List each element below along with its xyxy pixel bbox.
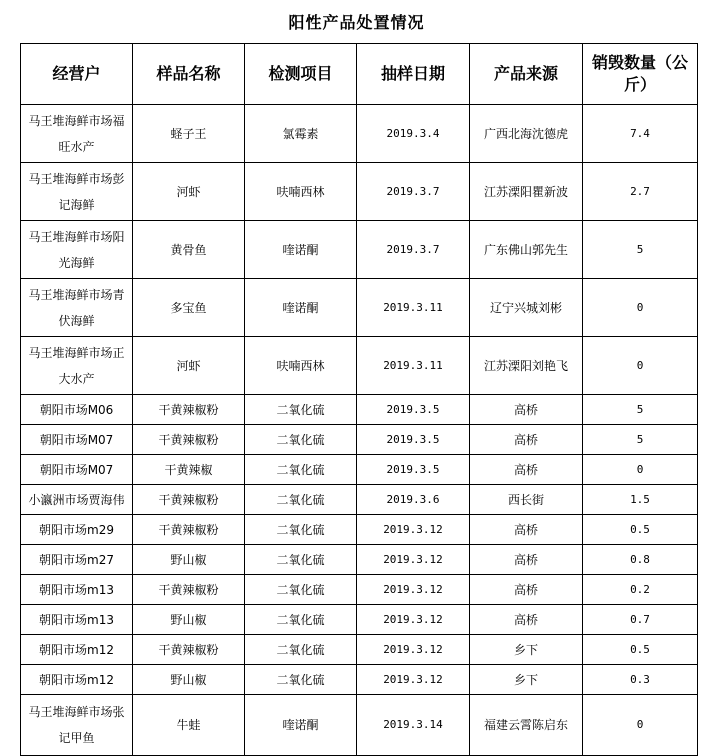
cell-test-item: 二氧化硫 — [245, 575, 357, 605]
table-row — [21, 163, 698, 221]
cell-test-item: 二氧化硫 — [245, 635, 357, 665]
cell-vendor: 朝阳市场M07 — [21, 425, 133, 455]
cell-sample-name: 蛏子王 — [133, 105, 245, 163]
cell-sample-name: 野山椒 — [133, 665, 245, 695]
table-row — [21, 425, 698, 455]
cell-sample-name: 干黄辣椒 — [133, 455, 245, 485]
cell-sampling-date: 2019.3.12 — [357, 605, 470, 635]
table-row — [21, 279, 698, 337]
cell-product-source: 高桥 — [470, 395, 583, 425]
cell-sampling-date: 2019.3.12 — [357, 515, 470, 545]
cell-destroyed-quantity: 5 — [583, 425, 698, 455]
cell-sampling-date: 2019.3.7 — [357, 221, 470, 279]
cell-sampling-date: 2019.3.14 — [357, 695, 470, 756]
cell-test-item: 二氧化硫 — [245, 515, 357, 545]
cell-test-item: 二氧化硫 — [245, 485, 357, 515]
table-row — [21, 545, 698, 575]
cell-vendor: 朝阳市场m29 — [21, 515, 133, 545]
cell-vendor: 马王堆海鲜市场正大水产 — [21, 337, 133, 395]
cell-destroyed-quantity: 1.5 — [583, 485, 698, 515]
cell-vendor: 朝阳市场M06 — [21, 395, 133, 425]
table-row — [21, 605, 698, 635]
cell-sampling-date: 2019.3.12 — [357, 635, 470, 665]
cell-vendor: 朝阳市场M07 — [21, 455, 133, 485]
cell-vendor: 马王堆海鲜市场张记甲鱼 — [21, 695, 133, 756]
table-row — [21, 337, 698, 395]
table-row — [21, 515, 698, 545]
table-body — [21, 105, 698, 756]
cell-vendor: 朝阳市场m27 — [21, 545, 133, 575]
cell-sampling-date: 2019.3.12 — [357, 545, 470, 575]
cell-sampling-date: 2019.3.12 — [357, 575, 470, 605]
header-sampling-date: 抽样日期 — [357, 44, 470, 105]
header-destroyed-quantity: 销毁数量（公斤） — [583, 44, 698, 105]
header-test-item: 检测项目 — [245, 44, 357, 105]
cell-destroyed-quantity: 5 — [583, 395, 698, 425]
cell-test-item: 喹诺酮 — [245, 695, 357, 756]
cell-test-item: 二氧化硫 — [245, 665, 357, 695]
cell-vendor: 马王堆海鲜市场青伏海鲜 — [21, 279, 133, 337]
cell-sample-name: 干黄辣椒粉 — [133, 395, 245, 425]
cell-product-source: 高桥 — [470, 425, 583, 455]
cell-vendor: 小瀛洲市场贾海伟 — [21, 485, 133, 515]
cell-destroyed-quantity: 0.2 — [583, 575, 698, 605]
table-row — [21, 221, 698, 279]
cell-vendor: 马王堆海鲜市场阳光海鲜 — [21, 221, 133, 279]
cell-test-item: 二氧化硫 — [245, 545, 357, 575]
cell-test-item: 喹诺酮 — [245, 279, 357, 337]
header-vendor: 经营户 — [21, 44, 133, 105]
cell-product-source: 西长街 — [470, 485, 583, 515]
cell-product-source: 高桥 — [470, 605, 583, 635]
cell-vendor: 朝阳市场m13 — [21, 575, 133, 605]
cell-test-item: 呋喃西林 — [245, 337, 357, 395]
cell-product-source: 辽宁兴城刘彬 — [470, 279, 583, 337]
cell-destroyed-quantity: 0.7 — [583, 605, 698, 635]
cell-sample-name: 干黄辣椒粉 — [133, 485, 245, 515]
cell-test-item: 二氧化硫 — [245, 395, 357, 425]
cell-product-source: 江苏溧阳刘艳飞 — [470, 337, 583, 395]
cell-sample-name: 河虾 — [133, 163, 245, 221]
cell-sample-name: 野山椒 — [133, 605, 245, 635]
table-row — [21, 105, 698, 163]
table-row — [21, 695, 698, 756]
cell-destroyed-quantity: 0 — [583, 337, 698, 395]
cell-test-item: 喹诺酮 — [245, 221, 357, 279]
cell-product-source: 江苏溧阳瞿新波 — [470, 163, 583, 221]
cell-sample-name: 干黄辣椒粉 — [133, 425, 245, 455]
cell-sampling-date: 2019.3.5 — [357, 425, 470, 455]
cell-sampling-date: 2019.3.7 — [357, 163, 470, 221]
cell-product-source: 广东佛山郭先生 — [470, 221, 583, 279]
table-row — [21, 395, 698, 425]
cell-destroyed-quantity: 2.7 — [583, 163, 698, 221]
cell-sample-name: 干黄辣椒粉 — [133, 635, 245, 665]
cell-product-source: 高桥 — [470, 545, 583, 575]
cell-product-source: 福建云霄陈启东 — [470, 695, 583, 756]
cell-product-source: 高桥 — [470, 575, 583, 605]
cell-sampling-date: 2019.3.11 — [357, 279, 470, 337]
cell-destroyed-quantity: 0.5 — [583, 635, 698, 665]
cell-product-source: 乡下 — [470, 665, 583, 695]
cell-sampling-date: 2019.3.11 — [357, 337, 470, 395]
cell-product-source: 乡下 — [470, 635, 583, 665]
cell-vendor: 朝阳市场m12 — [21, 665, 133, 695]
cell-sample-name: 牛蛙 — [133, 695, 245, 756]
cell-destroyed-quantity: 0.5 — [583, 515, 698, 545]
cell-vendor: 马王堆海鲜市场福旺水产 — [21, 105, 133, 163]
table-header-row — [21, 44, 698, 105]
cell-test-item: 二氧化硫 — [245, 605, 357, 635]
cell-test-item: 二氧化硫 — [245, 455, 357, 485]
cell-vendor: 马王堆海鲜市场彭记海鲜 — [21, 163, 133, 221]
cell-destroyed-quantity: 0 — [583, 279, 698, 337]
cell-destroyed-quantity: 5 — [583, 221, 698, 279]
cell-vendor: 朝阳市场m13 — [21, 605, 133, 635]
table-row — [21, 485, 698, 515]
cell-product-source: 广西北海沈德虎 — [470, 105, 583, 163]
cell-destroyed-quantity: 0.8 — [583, 545, 698, 575]
cell-sample-name: 野山椒 — [133, 545, 245, 575]
cell-sampling-date: 2019.3.4 — [357, 105, 470, 163]
table-row — [21, 575, 698, 605]
cell-sample-name: 河虾 — [133, 337, 245, 395]
table-row — [21, 665, 698, 695]
cell-destroyed-quantity: 7.4 — [583, 105, 698, 163]
cell-test-item: 呋喃西林 — [245, 163, 357, 221]
cell-sampling-date: 2019.3.5 — [357, 455, 470, 485]
cell-destroyed-quantity: 0.3 — [583, 665, 698, 695]
table-row — [21, 455, 698, 485]
cell-destroyed-quantity: 0 — [583, 455, 698, 485]
cell-sample-name: 黄骨鱼 — [133, 221, 245, 279]
cell-test-item: 氯霉素 — [245, 105, 357, 163]
header-sample-name: 样品名称 — [133, 44, 245, 105]
cell-product-source: 高桥 — [470, 515, 583, 545]
cell-sampling-date: 2019.3.6 — [357, 485, 470, 515]
cell-vendor: 朝阳市场m12 — [21, 635, 133, 665]
table-row — [21, 635, 698, 665]
header-product-source: 产品来源 — [470, 44, 583, 105]
cell-sample-name: 干黄辣椒粉 — [133, 575, 245, 605]
disposal-table — [20, 43, 698, 756]
cell-sampling-date: 2019.3.5 — [357, 395, 470, 425]
cell-test-item: 二氧化硫 — [245, 425, 357, 455]
cell-product-source: 高桥 — [470, 455, 583, 485]
cell-sampling-date: 2019.3.12 — [357, 665, 470, 695]
cell-sample-name: 多宝鱼 — [133, 279, 245, 337]
cell-sample-name: 干黄辣椒粉 — [133, 515, 245, 545]
cell-destroyed-quantity: 0 — [583, 695, 698, 756]
document-title: 阳性产品处置情况 — [288, 13, 425, 32]
